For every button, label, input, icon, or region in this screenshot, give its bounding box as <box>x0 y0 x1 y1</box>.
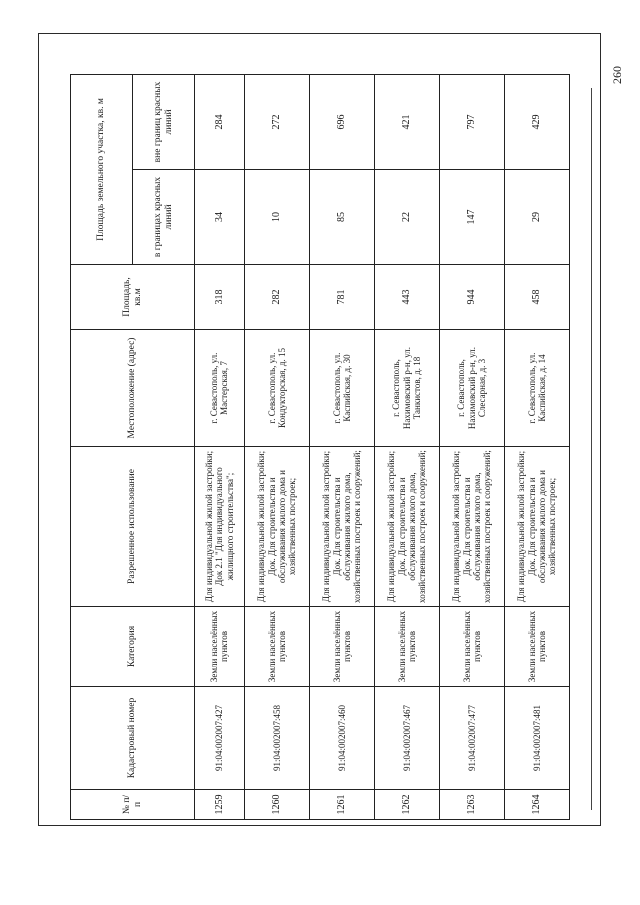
cell-within: 34 <box>195 170 245 265</box>
cell-usage: Для индивидуальной жилой застройки; Док. Для строительства и обслуживания жилого дома, хозяйственных построек и сооружений; <box>439 447 504 607</box>
table-wrapper <box>70 75 570 820</box>
cell-num: 1262 <box>374 790 439 820</box>
cell-outside: 797 <box>439 74 504 169</box>
header-usage: Разрешенное использование <box>71 447 195 607</box>
table-row <box>195 74 245 819</box>
cell-cadastral: 91:04:002007:477 <box>439 687 504 790</box>
cell-num: 1259 <box>195 790 245 820</box>
cell-category: Земли населённых пунктов <box>195 607 245 687</box>
cell-num: 1263 <box>439 790 504 820</box>
cell-location: г. Севастополь, ул. Каспийская, д. 30 <box>309 330 374 447</box>
cell-outside: 429 <box>504 74 569 169</box>
cell-cadastral: 91:04:002007:427 <box>195 687 245 790</box>
cell-category: Земли населённых пунктов <box>374 607 439 687</box>
cell-category: Земли населённых пунктов <box>439 607 504 687</box>
cell-outside: 284 <box>195 74 245 169</box>
cell-area: 443 <box>374 265 439 330</box>
cell-num: 1261 <box>309 790 374 820</box>
table-row <box>374 74 439 819</box>
cell-within: 85 <box>309 170 374 265</box>
rotated-table-container <box>70 75 570 820</box>
cell-cadastral: 91:04:002007:458 <box>244 687 309 790</box>
header-cadastral: Кадастровый номер <box>71 687 195 790</box>
cell-outside: 421 <box>374 74 439 169</box>
cell-outside: 272 <box>244 74 309 169</box>
cell-usage: Для индивидуальной жилой застройки; Док. Для строительства и обслуживания жилого дома и хозяйственных построек; <box>504 447 569 607</box>
cell-location: г. Севастополь, ул. Каспийская, д. 14 <box>504 330 569 447</box>
cell-cadastral: 91:04:002007:460 <box>309 687 374 790</box>
cell-usage: Для индивидуальной жилой застройки; Док 2.1 "Для индивидуального жилищного строительства"; <box>195 447 245 607</box>
table-row <box>244 74 309 819</box>
cell-area: 282 <box>244 265 309 330</box>
cell-category: Земли населённых пунктов <box>244 607 309 687</box>
cell-num: 1260 <box>244 790 309 820</box>
cell-area: 781 <box>309 265 374 330</box>
header-within: в границах красных линий <box>133 170 195 265</box>
cell-area: 458 <box>504 265 569 330</box>
land-plots-table <box>70 74 570 820</box>
cell-location: г. Севастополь, Нахимовский р-н, ул. Слесарная, д. 3 <box>439 330 504 447</box>
header-outside: вне границ красных линий <box>133 74 195 169</box>
cell-num: 1264 <box>504 790 569 820</box>
header-plot-area: Площадь земельного участка, кв. м <box>71 74 133 264</box>
cell-within: 147 <box>439 170 504 265</box>
cell-area: 318 <box>195 265 245 330</box>
cell-location: г. Севастополь, ул. Кондукторская, д. 15 <box>244 330 309 447</box>
header-area: Площадь, кв.м <box>71 265 195 330</box>
cell-cadastral: 91:04:002007:481 <box>504 687 569 790</box>
table-row <box>309 74 374 819</box>
page-number: 260 <box>609 66 624 84</box>
header-num: № п/п <box>71 790 195 820</box>
header-location: Местоположение (адрес) <box>71 330 195 447</box>
header-category: Категория <box>71 607 195 687</box>
table-row <box>504 74 569 819</box>
cell-usage: Для индивидуальной жилой застройки; Док. Для строительства и обслуживания жилого дома, хозяйственных построек и сооружений; <box>309 447 374 607</box>
cell-location: г. Севастополь, ул. Мастерская, 7 <box>195 330 245 447</box>
cell-within: 10 <box>244 170 309 265</box>
cell-location: г. Севастополь, Нахимовский р-н, ул. Танкистов, д. 18 <box>374 330 439 447</box>
table-row <box>439 74 504 819</box>
cell-outside: 696 <box>309 74 374 169</box>
cell-usage: Для индивидуальной жилой застройки; Док. Для строительства и обслуживания жилого дома, хозяйственных построек и сооружений; <box>374 447 439 607</box>
page-rule <box>591 88 592 810</box>
cell-cadastral: 91:04:002007:467 <box>374 687 439 790</box>
cell-area: 944 <box>439 265 504 330</box>
cell-within: 22 <box>374 170 439 265</box>
cell-category: Земли населённых пунктов <box>309 607 374 687</box>
cell-within: 29 <box>504 170 569 265</box>
cell-usage: Для индивидуальной жилой застройки; Док. Для строительства и обслуживания жилого дома и хозяйственных построек; <box>244 447 309 607</box>
cell-category: Земли населённых пунктов <box>504 607 569 687</box>
